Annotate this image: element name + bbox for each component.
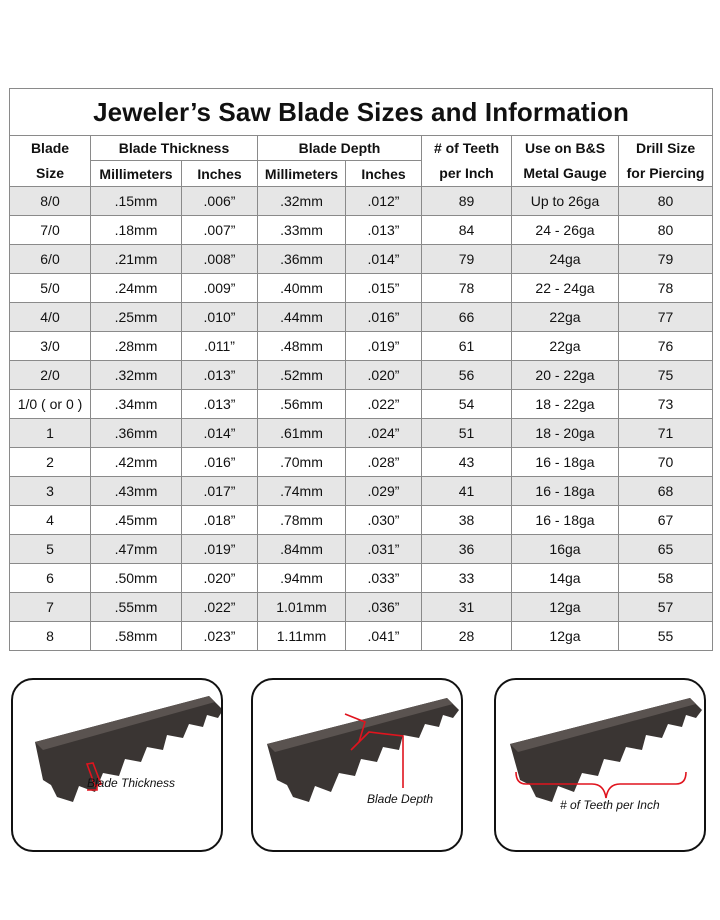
- cell-blade-size: 8/0: [10, 187, 91, 216]
- cell-depth-mm: .44mm: [258, 303, 346, 332]
- cell-blade-size: 1: [10, 419, 91, 448]
- saw-blade-depth-illustration: [253, 680, 461, 850]
- page-title: Jeweler’s Saw Blade Sizes and Information: [10, 89, 713, 136]
- cell-depth-in: .013”: [346, 216, 422, 245]
- cell-depth-in: .016”: [346, 303, 422, 332]
- cell-metal-gauge: 16 - 18ga: [512, 448, 619, 477]
- cell-depth-mm: .36mm: [258, 245, 346, 274]
- cell-thickness-mm: .45mm: [91, 506, 182, 535]
- cell-blade-size: 3: [10, 477, 91, 506]
- cell-thickness-in: .010”: [182, 303, 258, 332]
- cell-thickness-mm: .21mm: [91, 245, 182, 274]
- cell-blade-size: 6: [10, 564, 91, 593]
- cell-depth-in: .036”: [346, 593, 422, 622]
- cell-depth-mm: .56mm: [258, 390, 346, 419]
- cell-depth-in: .031”: [346, 535, 422, 564]
- header-metal-gauge: Use on B&S: [512, 136, 619, 161]
- cell-teeth-per-inch: 28: [422, 622, 512, 651]
- cell-depth-mm: .61mm: [258, 419, 346, 448]
- cell-thickness-in: .018”: [182, 506, 258, 535]
- cell-thickness-mm: .28mm: [91, 332, 182, 361]
- cell-thickness-in: .016”: [182, 448, 258, 477]
- table-row: [10, 390, 713, 419]
- blade-size-table: [9, 88, 713, 651]
- cell-drill-size: 77: [619, 303, 713, 332]
- cell-blade-size: 6/0: [10, 245, 91, 274]
- saw-blade-teeth-illustration: [496, 680, 704, 850]
- cell-depth-mm: .48mm: [258, 332, 346, 361]
- cell-blade-size: 7/0: [10, 216, 91, 245]
- cell-depth-in: .029”: [346, 477, 422, 506]
- cell-depth-mm: .33mm: [258, 216, 346, 245]
- cell-metal-gauge: 20 - 22ga: [512, 361, 619, 390]
- cell-blade-size: 2: [10, 448, 91, 477]
- table-row: [10, 216, 713, 245]
- cell-depth-mm: .78mm: [258, 506, 346, 535]
- cell-teeth-per-inch: 79: [422, 245, 512, 274]
- header-blade-size-line2: Size: [10, 161, 91, 187]
- cell-blade-size: 5/0: [10, 274, 91, 303]
- cell-depth-mm: 1.01mm: [258, 593, 346, 622]
- cell-depth-in: .014”: [346, 245, 422, 274]
- cell-blade-size: 1/0 ( or 0 ): [10, 390, 91, 419]
- cell-blade-size: 3/0: [10, 332, 91, 361]
- cell-metal-gauge: 22ga: [512, 303, 619, 332]
- cell-depth-mm: .84mm: [258, 535, 346, 564]
- table-row: [10, 448, 713, 477]
- cell-drill-size: 78: [619, 274, 713, 303]
- cell-depth-in: .019”: [346, 332, 422, 361]
- cell-teeth-per-inch: 54: [422, 390, 512, 419]
- cell-metal-gauge: 24 - 26ga: [512, 216, 619, 245]
- cell-thickness-in: .013”: [182, 361, 258, 390]
- saw-blade-thickness-illustration: [13, 680, 221, 850]
- table-row: [10, 187, 713, 216]
- cell-thickness-mm: .43mm: [91, 477, 182, 506]
- cell-metal-gauge: 22ga: [512, 332, 619, 361]
- cell-teeth-per-inch: 51: [422, 419, 512, 448]
- cell-thickness-mm: .32mm: [91, 361, 182, 390]
- table-row: [10, 506, 713, 535]
- cell-drill-size: 75: [619, 361, 713, 390]
- header-blade-size: Blade: [10, 136, 91, 161]
- cell-drill-size: 80: [619, 187, 713, 216]
- cell-depth-mm: .70mm: [258, 448, 346, 477]
- cell-metal-gauge: 16ga: [512, 535, 619, 564]
- header-teeth: # of Teeth: [422, 136, 512, 161]
- header-drill-size: Drill Size: [619, 136, 713, 161]
- cell-thickness-mm: .15mm: [91, 187, 182, 216]
- cell-depth-mm: .94mm: [258, 564, 346, 593]
- cell-thickness-mm: .25mm: [91, 303, 182, 332]
- cell-thickness-mm: .24mm: [91, 274, 182, 303]
- caption-blade-depth: Blade Depth: [367, 792, 434, 806]
- cell-depth-in: .033”: [346, 564, 422, 593]
- table-row: [10, 477, 713, 506]
- table-row: [10, 274, 713, 303]
- cell-teeth-per-inch: 41: [422, 477, 512, 506]
- cell-thickness-mm: .42mm: [91, 448, 182, 477]
- table-row: [10, 535, 713, 564]
- cell-depth-in: .041”: [346, 622, 422, 651]
- header-drill-size-line2: for Piercing: [619, 161, 713, 187]
- cell-metal-gauge: 16 - 18ga: [512, 477, 619, 506]
- cell-teeth-per-inch: 43: [422, 448, 512, 477]
- cell-drill-size: 55: [619, 622, 713, 651]
- cell-drill-size: 76: [619, 332, 713, 361]
- cell-depth-in: .030”: [346, 506, 422, 535]
- cell-metal-gauge: 12ga: [512, 622, 619, 651]
- cell-teeth-per-inch: 33: [422, 564, 512, 593]
- cell-depth-mm: .40mm: [258, 274, 346, 303]
- cell-thickness-mm: .34mm: [91, 390, 182, 419]
- table-row: [10, 303, 713, 332]
- table-row: [10, 622, 713, 651]
- cell-teeth-per-inch: 66: [422, 303, 512, 332]
- cell-drill-size: 70: [619, 448, 713, 477]
- cell-metal-gauge: 18 - 22ga: [512, 390, 619, 419]
- cell-metal-gauge: Up to 26ga: [512, 187, 619, 216]
- cell-thickness-in: .011”: [182, 332, 258, 361]
- header-depth-mm: Millimeters: [258, 161, 346, 187]
- cell-thickness-mm: .55mm: [91, 593, 182, 622]
- cell-metal-gauge: 16 - 18ga: [512, 506, 619, 535]
- cell-teeth-per-inch: 31: [422, 593, 512, 622]
- header-teeth-line2: per Inch: [422, 161, 512, 187]
- cell-thickness-in: .020”: [182, 564, 258, 593]
- cell-blade-size: 4/0: [10, 303, 91, 332]
- cell-teeth-per-inch: 84: [422, 216, 512, 245]
- cell-drill-size: 80: [619, 216, 713, 245]
- cell-thickness-mm: .18mm: [91, 216, 182, 245]
- caption-teeth-per-inch: # of Teeth per Inch: [560, 798, 660, 812]
- cell-thickness-in: .022”: [182, 593, 258, 622]
- cell-thickness-in: .023”: [182, 622, 258, 651]
- cell-depth-mm: .74mm: [258, 477, 346, 506]
- cell-teeth-per-inch: 89: [422, 187, 512, 216]
- table-row: [10, 361, 713, 390]
- cell-thickness-in: .006”: [182, 187, 258, 216]
- cell-teeth-per-inch: 61: [422, 332, 512, 361]
- cell-depth-in: .022”: [346, 390, 422, 419]
- table-row: [10, 245, 713, 274]
- cell-metal-gauge: 22 - 24ga: [512, 274, 619, 303]
- diagram-blade-depth: [251, 678, 463, 852]
- cell-depth-in: .020”: [346, 361, 422, 390]
- cell-blade-size: 5: [10, 535, 91, 564]
- table-row: [10, 419, 713, 448]
- cell-drill-size: 57: [619, 593, 713, 622]
- cell-thickness-in: .009”: [182, 274, 258, 303]
- cell-teeth-per-inch: 78: [422, 274, 512, 303]
- cell-depth-in: .015”: [346, 274, 422, 303]
- cell-drill-size: 71: [619, 419, 713, 448]
- cell-thickness-mm: .47mm: [91, 535, 182, 564]
- cell-depth-mm: .32mm: [258, 187, 346, 216]
- cell-metal-gauge: 24ga: [512, 245, 619, 274]
- cell-thickness-in: .013”: [182, 390, 258, 419]
- cell-depth-mm: 1.11mm: [258, 622, 346, 651]
- header-thickness-mm: Millimeters: [91, 161, 182, 187]
- caption-blade-thickness: Blade Thickness: [87, 776, 176, 790]
- table-row: [10, 593, 713, 622]
- cell-blade-size: 8: [10, 622, 91, 651]
- cell-metal-gauge: 12ga: [512, 593, 619, 622]
- cell-thickness-in: .008”: [182, 245, 258, 274]
- cell-teeth-per-inch: 36: [422, 535, 512, 564]
- cell-thickness-mm: .36mm: [91, 419, 182, 448]
- cell-drill-size: 65: [619, 535, 713, 564]
- header-blade-depth: Blade Depth: [258, 136, 422, 161]
- cell-thickness-mm: .50mm: [91, 564, 182, 593]
- cell-blade-size: 4: [10, 506, 91, 535]
- cell-blade-size: 2/0: [10, 361, 91, 390]
- cell-depth-mm: .52mm: [258, 361, 346, 390]
- header-metal-gauge-line2: Metal Gauge: [512, 161, 619, 187]
- cell-metal-gauge: 14ga: [512, 564, 619, 593]
- cell-drill-size: 67: [619, 506, 713, 535]
- table-row: [10, 332, 713, 361]
- diagram-teeth-per-inch: [494, 678, 706, 852]
- cell-thickness-in: .017”: [182, 477, 258, 506]
- cell-metal-gauge: 18 - 20ga: [512, 419, 619, 448]
- cell-drill-size: 73: [619, 390, 713, 419]
- header-thickness-in: Inches: [182, 161, 258, 187]
- cell-drill-size: 58: [619, 564, 713, 593]
- header-depth-in: Inches: [346, 161, 422, 187]
- diagram-blade-thickness: [11, 678, 223, 852]
- header-blade-thickness: Blade Thickness: [91, 136, 258, 161]
- cell-thickness-in: .007”: [182, 216, 258, 245]
- cell-blade-size: 7: [10, 593, 91, 622]
- cell-teeth-per-inch: 56: [422, 361, 512, 390]
- blade-size-table-container: [9, 88, 712, 651]
- cell-thickness-in: .014”: [182, 419, 258, 448]
- cell-depth-in: .024”: [346, 419, 422, 448]
- cell-depth-in: .028”: [346, 448, 422, 477]
- cell-thickness-mm: .58mm: [91, 622, 182, 651]
- table-row: [10, 564, 713, 593]
- cell-teeth-per-inch: 38: [422, 506, 512, 535]
- cell-depth-in: .012”: [346, 187, 422, 216]
- cell-drill-size: 68: [619, 477, 713, 506]
- cell-thickness-in: .019”: [182, 535, 258, 564]
- cell-drill-size: 79: [619, 245, 713, 274]
